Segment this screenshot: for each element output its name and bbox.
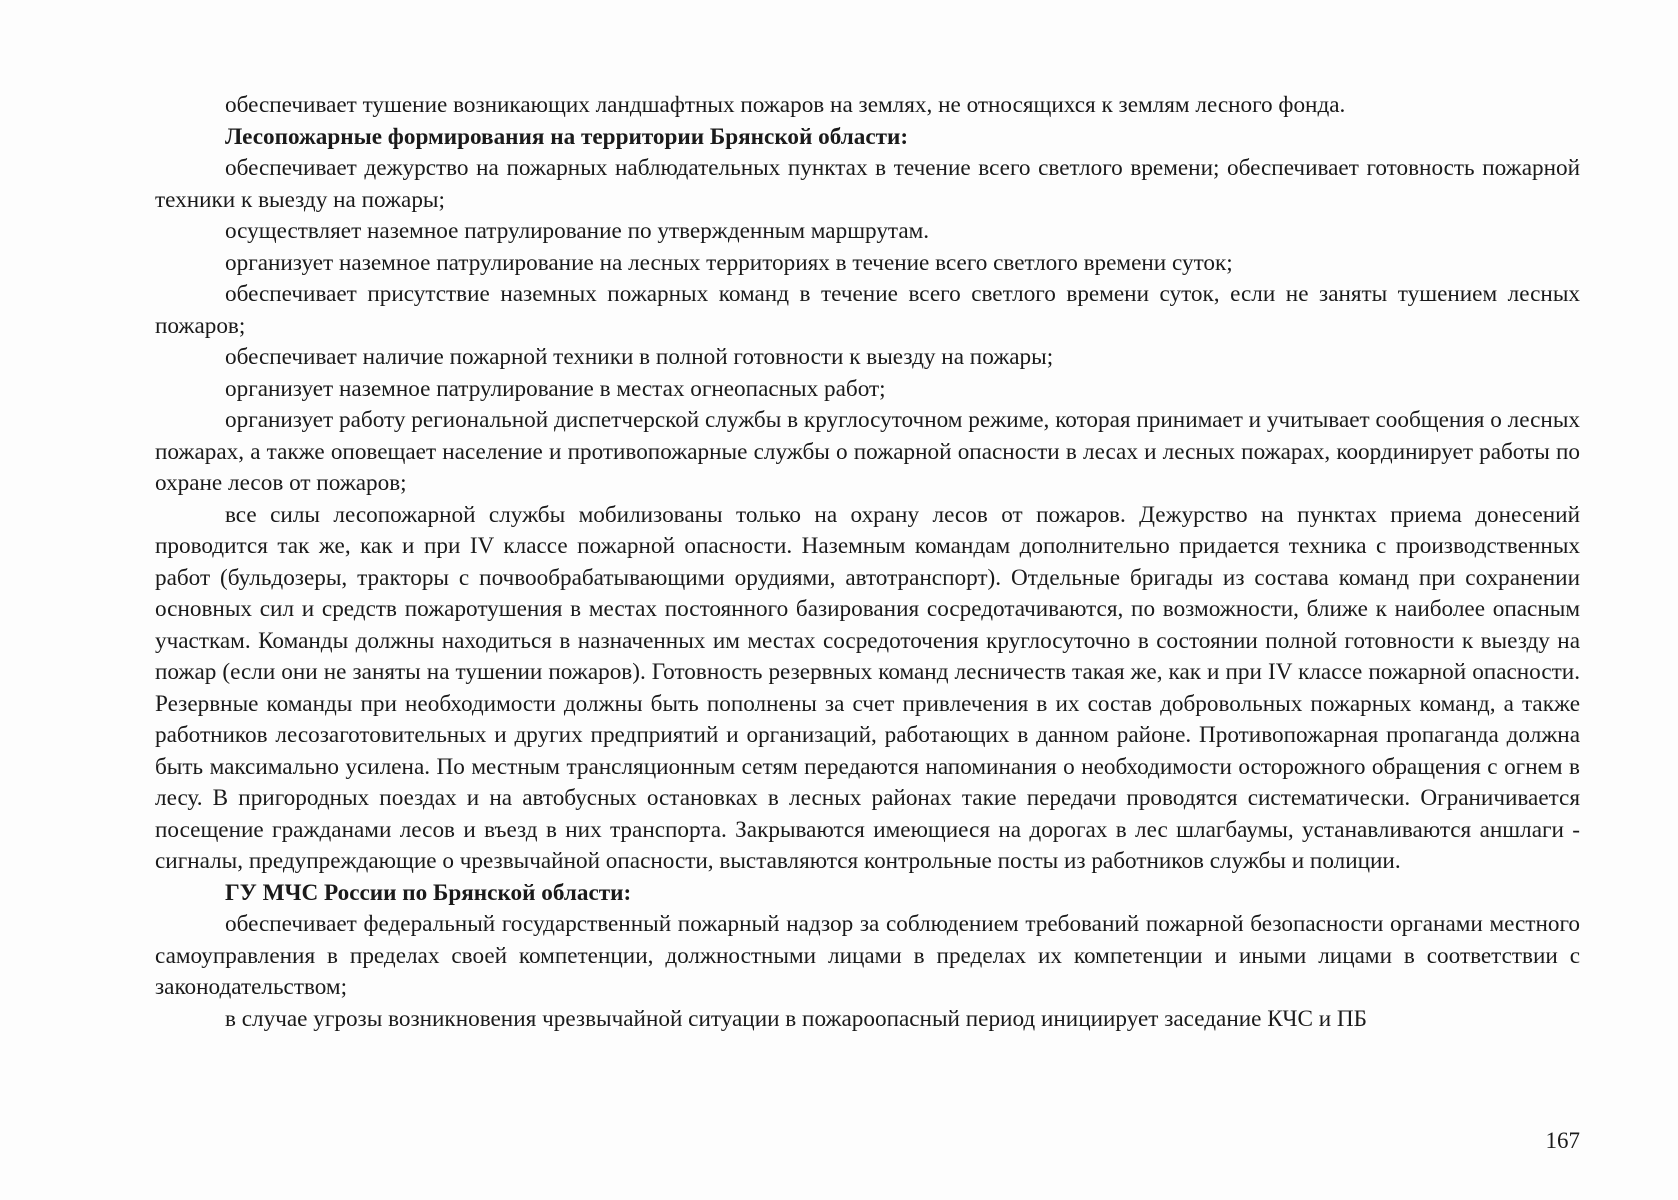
paragraph-8: организует работу региональной диспетчерской службы в круглосуточном режиме, которая принимает и учитывает сообщения о лесных пожарах, а также оповещает население и противопожарные службы о пожарной опасности в лесах и лесных пожарах, координирует работы по охране лесов от пожаров;	[155, 407, 1580, 496]
section-heading-forest-fire-units: Лесопожарные формирования на территории Брянской области:	[225, 123, 909, 150]
paragraph-11: в случае угрозы возникновения чрезвычайной ситуации в пожароопасный период инициирует заседание КЧС и ПБ	[225, 1005, 1367, 1032]
paragraph-6: обеспечивает наличие пожарной техники в полной готовности к выезду на пожары;	[225, 344, 1054, 370]
document-body	[155, 90, 1580, 1035]
paragraph-2: обеспечивает дежурство на пожарных наблюдательных пунктах в течение всего светлого времени; обеспечивает готовность пожарной техники к выезду на пожары;	[155, 155, 1580, 213]
paragraph-7: организует наземное патрулирование в местах огнеопасных работ;	[225, 375, 886, 402]
paragraph-1: обеспечивает тушение возникающих ландшафтных пожаров на землях, не относящихся к землям лесного фонда.	[225, 92, 1346, 118]
paragraph-10: обеспечивает федеральный государственный пожарный надзор за соблюдением требований пожарной безопасности органами местного самоуправления в пределах своей компетенции, должностными лицами в пределах их компетенции и иными лицами в соответствии с законодательством;	[155, 911, 1580, 1000]
paragraph-4: организует наземное патрулирование на лесных территориях в течение всего светлого времени суток;	[225, 249, 1233, 276]
paragraph-5: обеспечивает присутствие наземных пожарных команд в течение всего светлого времени суток, если не заняты тушением лесных пожаров;	[155, 281, 1580, 339]
paragraph-9: все силы лесопожарной службы мобилизованы только на охрану лесов от пожаров. Дежурство на пунктах приема донесений проводится так же, как и при IV классе пожарной опасности. Наземным командам дополнительно придается техника с производственных работ (бульдозеры, тракторы с почвообрабатывающими орудиями, автотранспорт). Отдельные бригады из состава команд при сохранении основных сил и средств пожаротушения в местах постоянного базирования сосредотачиваются, по возможности, ближе к наиболее опасным участкам. Команды должны находиться в назначенных им местах сосредоточения круглосуточно в состоянии полной готовности к выезду на пожар (если они не заняты на тушении пожаров). Готовность резервных команд лесничеств такая же, как и при IV классе пожарной опасности. Резервные команды при необходимости должны быть пополнены за счет привлечения в их состав добровольных пожарных команд, а также работников лесозаготовительных и других предприятий и организаций, работающих в данном районе. Противопожарная пропаганда должна быть максимально усилена. По местным трансляционным сетям передаются напоминания о необходимости осторожного обращения с огнем в лесу. В пригородных поездах и на автобусных остановках в лесных районах такие передачи проводятся систематически. Ограничивается посещение гражданами лесов и въезд в них транспорта. Закрываются имеющиеся на дорогах в лес шлагбаумы, устанавливаются аншлаги - сигналы, предупреждающие о чрезвычайной опасности, выставляются контрольные посты из работников службы и полиции.	[155, 501, 1580, 874]
paragraph-3: осуществляет наземное патрулирование по утвержденным маршрутам.	[225, 218, 930, 244]
page-number: 167	[1545, 1128, 1580, 1153]
section-heading-emercom: ГУ МЧС России по Брянской области:	[225, 879, 632, 906]
